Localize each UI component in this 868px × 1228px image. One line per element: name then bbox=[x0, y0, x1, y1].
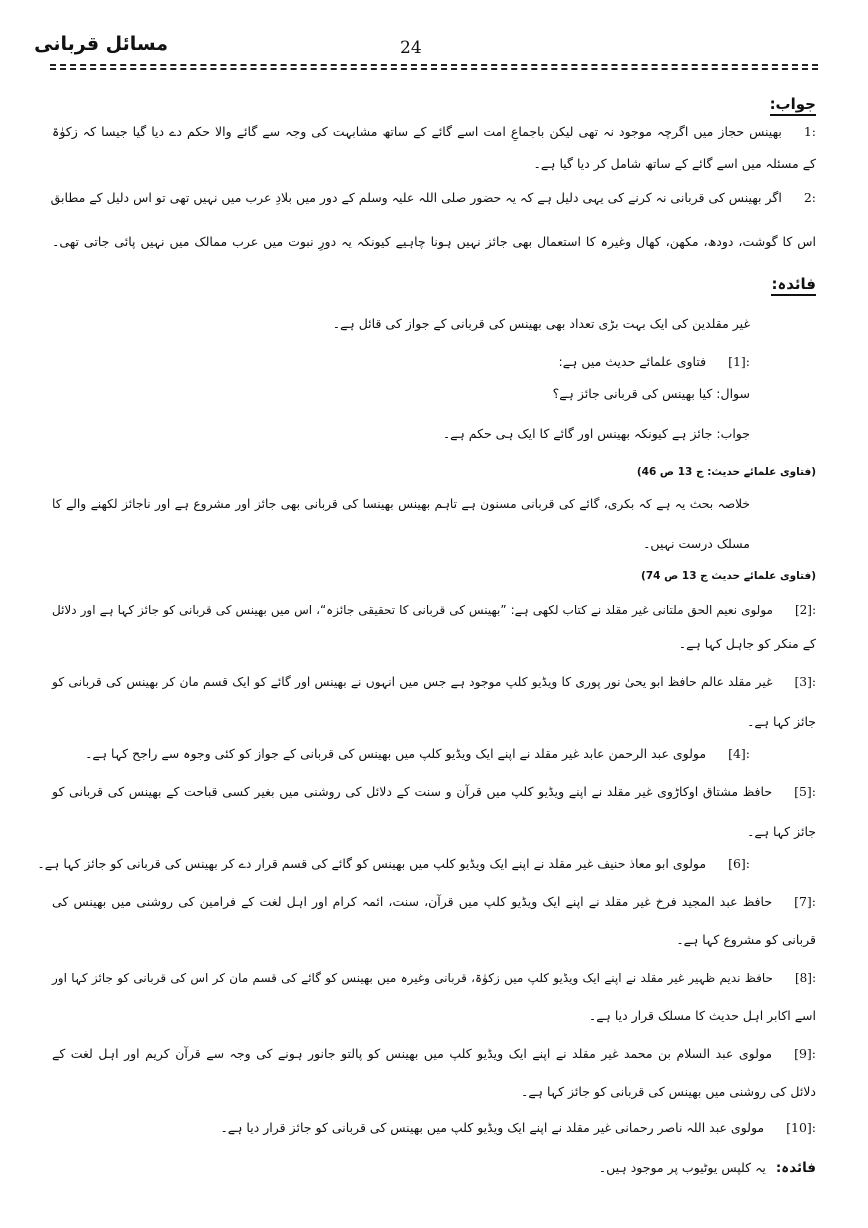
item-8-line-1 bbox=[52, 966, 816, 990]
item-3-number: [3]: bbox=[794, 675, 816, 689]
item-3-line-1 bbox=[52, 670, 816, 694]
item-7-text-1: حافظ عبد المجید فرخ غیر مقلد نے اپنے ایک ویڈیو کلپ میں قرآن، سنت، ائمہ کرام اور اہل لغت کے فرامین کی روشنی میں بھینس کی bbox=[52, 894, 773, 909]
item-5-number: [5]: bbox=[794, 784, 816, 799]
answer-point-2-text-1: اگر بھینس کی قربانی نہ کرنے کی یہی دلیل ہے کہ یہ حضور صلی اللہ علیہ وسلم کے دور میں بلادِ عرب میں نہیں تھی تو اس دلیل کے مطابق bbox=[50, 190, 782, 205]
item-9-text-1: مولوی عبد السلام بن محمد غیر مقلد نے اپنے ایک ویڈیو کلپ میں بھینس کو پالتو جانور ہونے کی وجہ سے قرآن کریم اور اہل لغت کے bbox=[52, 1046, 773, 1061]
item-4-text-1: مولوی عبد الرحمن عابد غیر مقلد نے اپنے ایک ویڈیو کلپ میں بھینس کی قربانی کے جواز کو کئی وجوہ سے راجح کہا ہے۔ bbox=[85, 746, 707, 761]
footer-note-label: فائدہ: bbox=[775, 1160, 816, 1176]
item-2-line-1 bbox=[52, 598, 816, 622]
item-8-text-1: حافظ ندیم ظہیر غیر مقلد نے اپنے ایک ویڈیو کلپ میں زکوٰۃ، قربانی وغیرہ میں بھینس کو گائے کی قسم مان کر اس کی قربانی کو جائز کہا اور bbox=[52, 971, 773, 985]
item-1-reference-2: (فتاوی علمائے حدیث ج 13 ص 74) bbox=[641, 570, 816, 582]
item-1-summary-line-2: مسلک درست نہیں۔ bbox=[643, 536, 750, 551]
item-7-number: [7]: bbox=[794, 894, 816, 909]
item-1-answer: جواب: جائز ہے کیونکہ بھینس اور گائے کا ایک ہی حکم ہے۔ bbox=[442, 426, 750, 441]
item-8-line-2: اسے اکابر اہل حدیث کا مسلک قرار دیا ہے۔ bbox=[588, 1008, 816, 1023]
item-10-line-1 bbox=[220, 1116, 816, 1140]
answer-heading bbox=[770, 92, 816, 116]
item-5-line-2: جائز کہا ہے۔ bbox=[747, 824, 816, 839]
item-4-number: [4]: bbox=[728, 746, 750, 761]
item-2-line-2: کے منکر کو جاہل کہا ہے۔ bbox=[678, 636, 816, 651]
item-2-text-1: مولوی نعیم الحق ملتانی غیر مقلد نے کتاب لکھی ہے: ”بھینس کی قربانی کا تحقیقی جائزہ“، اس میں بھینس کی قربانی کو جائز کہا ہے اور دلائل bbox=[52, 603, 773, 617]
item-5-line-1 bbox=[52, 780, 816, 804]
answer-heading-text: جواب: bbox=[770, 95, 816, 116]
item-1-reference: (فتاوی علمائے حدیث: ج 13 ص 46) bbox=[636, 466, 816, 478]
answer-point-1-number: 1: bbox=[803, 124, 816, 139]
item-1-line bbox=[558, 350, 750, 374]
item-5-text-1: حافظ مشتاق اوکاڑوی غیر مقلد نے اپنے ویڈیو کلپ میں قرآن و سنت کے دلائل کی روشنی میں بغیر کسی قباحت کے بھینس کی قربانی کو bbox=[52, 784, 773, 799]
item-3-line-2: جائز کہا ہے۔ bbox=[747, 714, 816, 729]
item-1-question: سوال: کیا بھینس کی قربانی جائز ہے؟ bbox=[552, 386, 750, 401]
answer-point-2-line-1 bbox=[52, 186, 816, 210]
item-7-line-1 bbox=[52, 890, 816, 914]
item-6-number: [6]: bbox=[728, 856, 750, 871]
item-2-number: [2]: bbox=[794, 603, 816, 617]
item-8-number: [8]: bbox=[794, 971, 816, 985]
item-10-text-1: مولوی عبد اللہ ناصر رحمانی غیر مقلد نے اپنے ایک ویڈیو کلپ میں بھینس کی قربانی کو جائز قرار دیا ہے۔ bbox=[220, 1120, 765, 1135]
benefit-heading-text: فائدہ: bbox=[771, 275, 816, 296]
answer-point-2-number: 2: bbox=[803, 190, 816, 205]
header-rule bbox=[50, 64, 818, 66]
item-9-line-2: دلائل کی روشنی میں بھینس کی قربانی کو جائز کہا ہے۔ bbox=[521, 1084, 816, 1099]
item-1-text: فتاوی علمائے حدیث میں ہے: bbox=[558, 354, 707, 369]
item-9-number: [9]: bbox=[794, 1046, 816, 1061]
item-4-line-1 bbox=[85, 742, 750, 766]
answer-point-1-line-1 bbox=[52, 120, 816, 144]
item-1-number: [1]: bbox=[728, 354, 750, 369]
item-7-line-2: قربانی کو مشروع کہا ہے۔ bbox=[676, 932, 816, 947]
answer-point-1-text-1: بھینس حجاز میں اگرچہ موجود نہ تھی لیکن باجماعِ امت اسے گائے کے ساتھ مشابہت کی وجہ سے گائے والا حکم دے دیا گیا جیسا کہ زکوٰۃ bbox=[52, 124, 782, 139]
page-number: 24 bbox=[400, 38, 422, 58]
item-9-line-1 bbox=[52, 1042, 816, 1066]
footer-note-text: یہ کلپس یوٹیوب پر موجود ہیں۔ bbox=[598, 1160, 766, 1175]
header-rule-second bbox=[50, 68, 818, 70]
item-3-text-1: غیر مقلد عالم حافظ ابو یحیٰ نور پوری کا ویڈیو کلپ موجود ہے جس میں انہوں نے بھینس اور گائے کو ایک قسم مان کر بھینس کی قربانی کو bbox=[52, 675, 773, 689]
answer-point-2-line-2: اس کا گوشت، دودھ، مکھن، کھال وغیرہ کا استعمال بھی جائز نہیں ہونا چاہیے کیونکہ یہ دورِ نبوت میں عرب ممالک میں نہیں پائی جاتی تھی۔ bbox=[52, 234, 816, 249]
item-10-number: [10]: bbox=[786, 1120, 816, 1135]
benefit-intro: غیر مقلدین کی ایک بہت بڑی تعداد بھی بھینس کی قربانی کے جواز کی قائل ہے۔ bbox=[332, 316, 750, 331]
footer-note bbox=[599, 1156, 816, 1180]
item-6-line-1 bbox=[37, 852, 750, 876]
item-1-summary-line-1: خلاصہ بحث یہ ہے کہ بکری، گائے کی قربانی مسنون ہے تاہم بھینس بھینسا کی قربانی بھی جائز اور مشروع ہے اور ناجائز لکھنے والے کا bbox=[52, 497, 750, 511]
benefit-heading bbox=[771, 272, 816, 296]
item-6-text-1: مولوی ابو معاذ حنیف غیر مقلد نے اپنے ایک ویڈیو کلپ میں بھینس کو گائے کی قسم قرار دے کر بھینس کی قربانی کو جائز کہا ہے۔ bbox=[37, 856, 707, 871]
answer-point-1-line-2: کے مسئلہ میں اسے گائے کے ساتھ شامل کر دیا گیا ہے۔ bbox=[533, 156, 816, 171]
running-title: مسائل قربانی bbox=[34, 33, 168, 55]
